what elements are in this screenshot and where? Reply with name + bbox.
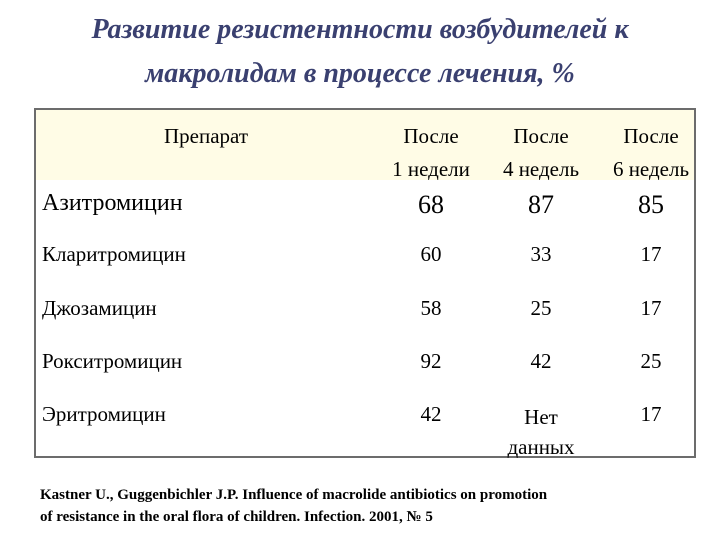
header-week-1-line-1: После: [403, 124, 459, 148]
value-week-1: 92: [420, 349, 442, 373]
no-data-line-1: Нет: [524, 405, 558, 429]
drug-name: Рокситромицин: [42, 349, 183, 373]
value-week-4: [486, 402, 596, 462]
value-week-6: 25: [640, 349, 662, 373]
citation-line-1: Kastner U., Guggenbichler J.P. Influence of macrolide antibiotics on promotion: [40, 487, 548, 503]
header-week-4: [486, 120, 596, 186]
value-week-6: 17: [640, 402, 662, 426]
drug-name: Эритромицин: [42, 402, 166, 426]
header-drug: Препарат: [164, 124, 248, 148]
header-week-4-line-1: После: [513, 124, 569, 148]
drug-name: Кларитромицин: [42, 242, 186, 266]
value-week-4: 87: [528, 190, 554, 219]
value-week-4: 42: [530, 349, 552, 373]
page-title: [0, 8, 720, 96]
title-line-2: макролидам в процессе лечения, %: [145, 58, 575, 89]
header-week-6: [596, 120, 706, 186]
table-header: [36, 110, 694, 180]
value-week-6: 17: [640, 242, 662, 266]
header-week-6-line-1: После: [623, 124, 679, 148]
title-line-1: Развитие резистентности возбудителей к: [91, 14, 629, 45]
value-week-1: 58: [420, 296, 442, 320]
resistance-table: [34, 108, 696, 458]
citation-line-2: of resistance in the oral flora of children. Infection. 2001, № 5: [40, 509, 433, 525]
header-week-1-line-2: 1 недели: [392, 157, 470, 181]
value-week-1: 42: [420, 402, 442, 426]
value-week-1: 68: [418, 190, 444, 219]
header-week-4-line-2: 4 недель: [502, 157, 580, 181]
value-week-4: 33: [530, 242, 552, 266]
drug-name: Азитромицин: [42, 190, 183, 216]
drug-name: Джозамицин: [42, 296, 157, 320]
no-data-line-2: данных: [507, 435, 575, 459]
value-week-1: 60: [420, 242, 442, 266]
value-week-6: 17: [640, 296, 662, 320]
value-week-6: 85: [638, 190, 664, 219]
value-week-4: 25: [530, 296, 552, 320]
header-week-6-line-2: 6 недель: [612, 157, 690, 181]
citation: [40, 484, 700, 528]
header-week-1: [376, 120, 486, 186]
